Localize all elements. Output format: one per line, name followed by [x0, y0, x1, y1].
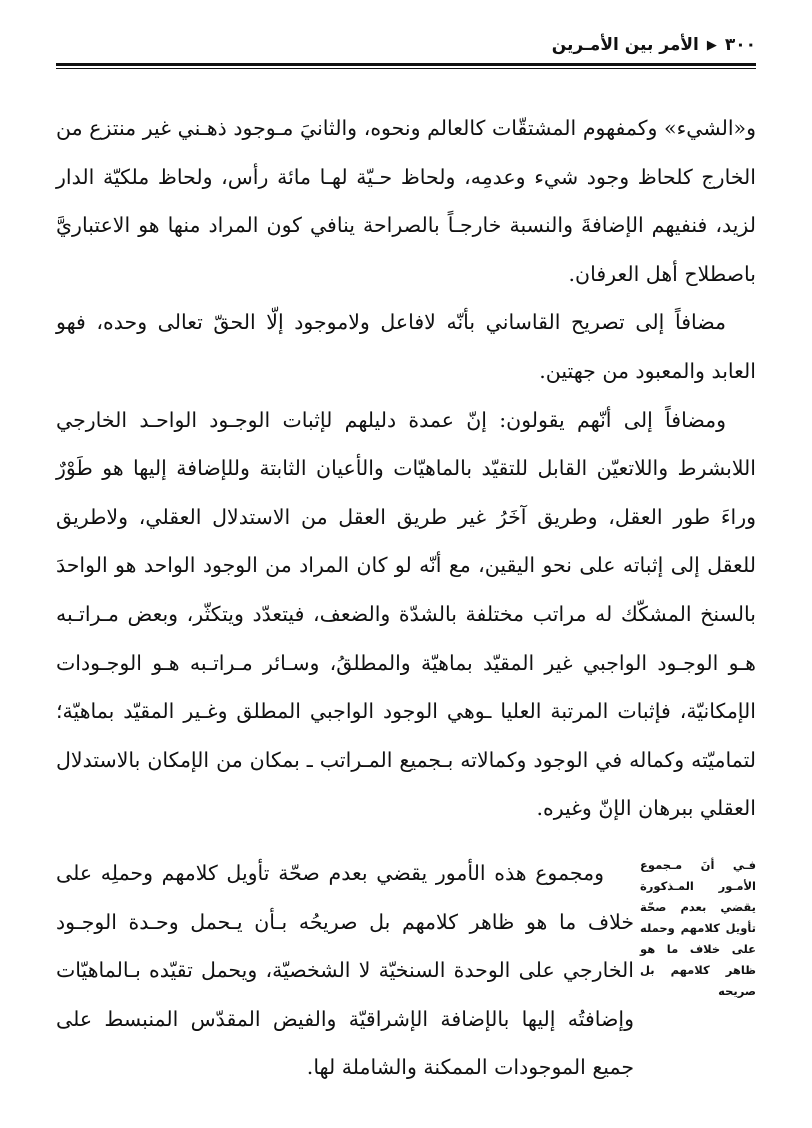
paragraph-1: و«الشيء» وكمفهوم المشتقّات كالعالم ونحوه، والثانيَ مـوجود ذهـني غير منتزع من الخارج كلحاظ وجود شيء وعدمِه، ولحاظ حـيّة لهـا مائة رأس، ولحاظ ملكيّة الدار لزيد، فنفيهم الإضافةَ والنسبة خارجـاً بالصراحة ينافي كون المراد منها هو الاعتباريَّ باصطلاح أهل العرفان. [56, 116, 756, 286]
page-number: ٣٠٠ [724, 35, 756, 55]
lower-text [56, 849, 634, 1092]
paragraph-4: ومجموع هذه الأمور يقضي بعدم صحّة تأويل كلامهم وحملِه على خلاف ما هو ظاهر كلامهم بل صريحُه بـأن يـحمل وحـدة الوجـود الخارجي على الوحدة السنخيّة لا الشخصيّة، ويحمل تقيّده بـالماهيّات وإضافتُه إليها بالإضافة الإشراقيّة والفيض المقدّس المنبسط على جميع الموجودات الممكنة والشاملة لها. [56, 861, 634, 1080]
paragraph-3: ومضافاً إلى أنّهم يقولون: إنّ عمدة دليلهم لإثبات الوجـود الواحـد الخارجي اللابشرط واللاتعيّن القابل للتقيّد بالماهيّات والأعيان الثابتة وللإضافة إليها هو طَوْرٌ وراءَ طور العقل، وطريق آخَرُ غير طريق العقل من الاستدلال العقلي، ولاطريق للعقل إلى إثباته على نحو اليقين، مع أنّه لو كان المراد من الوجود الواحد هو الواحدَ بالسنخ المشكّك له مراتب مختلفة بالشدّة والضعف، فيتعدّد ويتكثّر، وبعض مـراتـبه هـو الوجـود الواجبي غير المقيّد بماهيّة والمطلقُ، وسـائر مـراتـبه هـو الوجـودات الإمكانيّة، فإثبات المرتبة العليا ـوهي الوجود الواجبي المطلق وغـير المقيّد بماهيّة؛ لتماميّته وكماله في الوجود وكمالاته بـجميع المـراتب ـ بمكان من الإمكان بالاستدلال العقلي ببرهان الإنّ وغيره. [56, 407, 756, 821]
main-text [56, 104, 756, 833]
margin-note: فـي أنَ مـجموع الأمـور المـذكورة يقضي بعدم صحّة تأويل كلامهم وحمله على خلاف ما هو ظاهر كلامهم بل صريحه [640, 858, 756, 998]
page-header [56, 30, 756, 60]
arrow-icon: ▶ [706, 37, 717, 53]
paragraph-2: مضافاً إلى تصريح القاساني بأنّه لافاعل ولاموجود إلّا الحقّ تعالى وحده، فهو العابد والمعبود من جهتين. [56, 310, 756, 383]
header-rule-thick [56, 63, 756, 66]
running-title: الأمر بين الأمـرين [551, 35, 699, 55]
header-rule-thin [56, 68, 756, 69]
